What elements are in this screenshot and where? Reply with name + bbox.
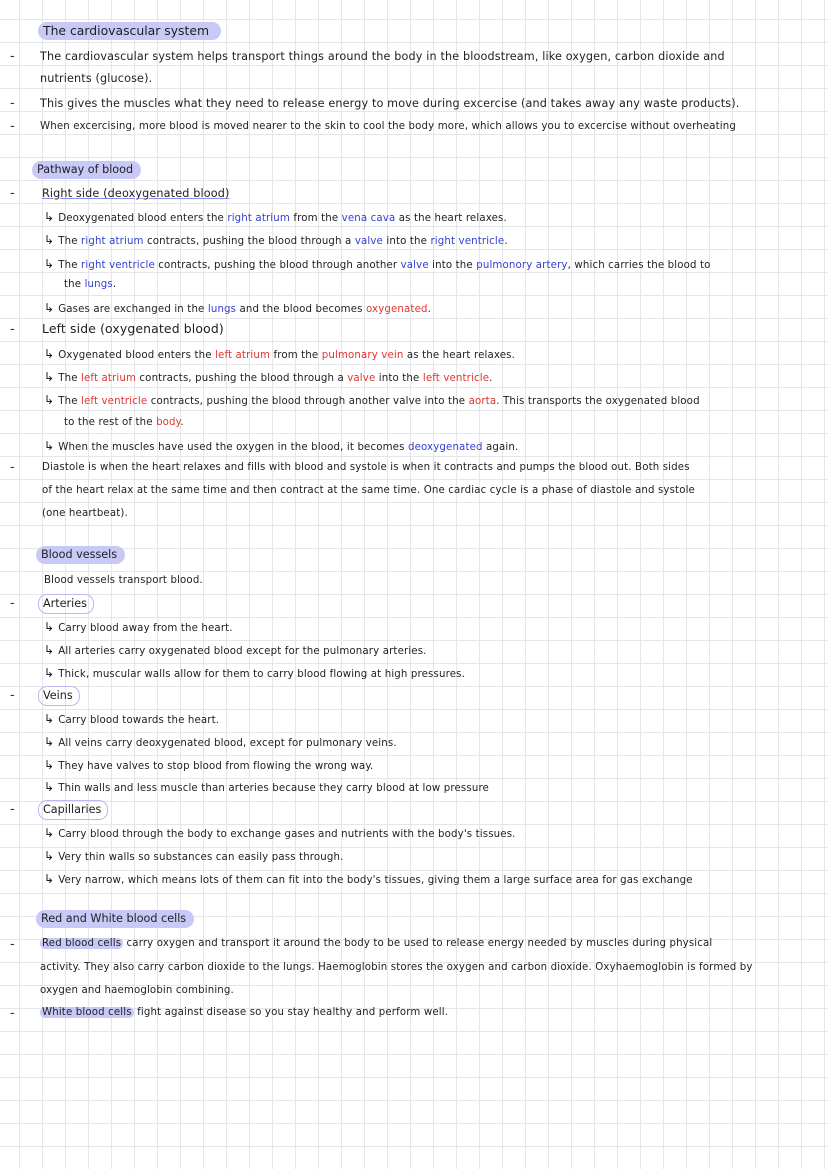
arrow-icon: ↳ xyxy=(44,439,55,453)
arrow-icon: ↳ xyxy=(44,872,55,886)
red-cells-line-3: oxygen and haemoglobin combining. xyxy=(40,985,234,996)
section-heading-vessels: Blood vessels xyxy=(36,546,125,564)
veins-item-2: ↳ All veins carry deoxygenated blood, except for pulmonary veins. xyxy=(44,735,397,749)
arrow-icon: ↳ xyxy=(44,735,55,749)
arrow-icon: ↳ xyxy=(44,301,55,315)
arrow-icon: ↳ xyxy=(44,210,55,224)
left-step-2: ↳ The left atrium contracts, pushing the blood through a valve into the left ventricle. xyxy=(44,370,493,384)
diastole-line-1: Diastole is when the heart relaxes and fills with blood and systole is when it contracts and pumps the blood out. Both sides xyxy=(42,462,690,473)
bullet-dash: - xyxy=(10,596,15,611)
bullet-dash: - xyxy=(10,322,15,337)
arrow-icon: ↳ xyxy=(44,370,55,384)
arrow-icon: ↳ xyxy=(44,643,55,657)
veins-item-1: ↳ Carry blood towards the heart. xyxy=(44,712,220,726)
bullet-dash: - xyxy=(10,1006,15,1021)
veins-item-4: ↳ Thin walls and less muscle than arteries because they carry blood at low pressure xyxy=(44,780,489,794)
arrow-icon: ↳ xyxy=(44,849,55,863)
arrow-icon: ↳ xyxy=(44,393,55,407)
veins-item-3: ↳ They have valves to stop blood from flowing the wrong way. xyxy=(44,758,374,772)
arrow-icon: ↳ xyxy=(44,257,55,271)
left-side-label: Left side (oxygenated blood) xyxy=(42,321,224,336)
right-side-label: Right side (deoxygenated blood) xyxy=(42,187,230,200)
right-step-3-cont: the lungs. xyxy=(64,279,117,290)
diastole-line-3: (one heartbeat). xyxy=(42,508,128,519)
bullet-dash: - xyxy=(10,460,15,475)
right-side-heading xyxy=(42,186,229,202)
section-heading-cells: Red and White blood cells xyxy=(36,910,194,928)
capillaries-item-1: ↳ Carry blood through the body to exchange gases and nutrients with the body's tissues. xyxy=(44,826,516,840)
bullet-dash: - xyxy=(10,688,15,703)
bullet-dash: - xyxy=(10,937,15,952)
arrow-icon: ↳ xyxy=(44,758,55,772)
red-cells-line-2: activity. They also carry carbon dioxide to the lungs. Haemoglobin stores the oxygen and carbon dioxide. Oxyhaemoglobin is formed by xyxy=(40,962,753,973)
bullet-dash: - xyxy=(10,186,15,201)
arteries-item-1: ↳ Carry blood away from the heart. xyxy=(44,620,233,634)
section-heading-pathway: Pathway of blood xyxy=(32,161,141,179)
arrow-icon: ↳ xyxy=(44,233,55,247)
arteries-item-2: ↳ All arteries carry oxygenated blood except for the pulmonary arteries. xyxy=(44,643,427,657)
bullet-dash: - xyxy=(10,49,15,64)
left-step-3: ↳ The left ventricle contracts, pushing the blood through another valve into the aorta. This transports the oxygenated blood xyxy=(44,393,700,407)
bullet-dash: - xyxy=(10,802,15,817)
capillaries-item-3: ↳ Very narrow, which means lots of them can fit into the body's tissues, giving them a large surface area for gas exchange xyxy=(44,872,693,886)
arrow-icon: ↳ xyxy=(44,826,55,840)
bullet-dash: - xyxy=(10,119,15,134)
arrow-icon: ↳ xyxy=(44,347,55,361)
red-cells-label: Red blood cells xyxy=(42,938,122,949)
red-cells-line-1: Red blood cells carry oxygen and transport it around the body to be used to release energy needed by muscles during physical xyxy=(42,938,713,949)
arrow-icon: ↳ xyxy=(44,780,55,794)
intro-line-4: When excercising, more blood is moved nearer to the skin to cool the body more, which allows you to excercise without overheating xyxy=(40,121,737,132)
diastole-line-2: of the heart relax at the same time and then contract at the same time. One cardiac cycle is a phase of diastole and systole xyxy=(42,485,695,496)
arrow-icon: ↳ xyxy=(44,712,55,726)
intro-line-1: The cardiovascular system helps transport things around the body in the bloodstream, like oxygen, carbon dioxide and xyxy=(40,50,725,63)
page-title: The cardiovascular system xyxy=(38,22,221,40)
intro-line-2: nutrients (glucose). xyxy=(40,72,153,85)
capillaries-item-2: ↳ Very thin walls so substances can easily pass through. xyxy=(44,849,344,863)
right-step-3: ↳ The right ventricle contracts, pushing the blood through another valve into the pulmonory artery, which carries the blood to xyxy=(44,257,711,271)
white-cells-line: White blood cells fight against disease so you stay healthy and perform well. xyxy=(42,1007,449,1018)
arrow-icon: ↳ xyxy=(44,666,55,680)
veins-label: Veins xyxy=(38,686,80,706)
capillaries-label: Capillaries xyxy=(38,800,108,820)
arrow-icon: ↳ xyxy=(44,620,55,634)
intro-line-3: This gives the muscles what they need to release energy to move during excercise (and takes away any waste products). xyxy=(40,97,740,110)
left-step-3-cont: to the rest of the body. xyxy=(64,417,184,428)
bullet-dash: - xyxy=(10,96,15,111)
left-step-1: ↳ Oxygenated blood enters the left atrium from the pulmonary vein as the heart relaxes. xyxy=(44,347,515,361)
left-side-heading xyxy=(42,321,224,337)
white-cells-label: White blood cells xyxy=(42,1007,132,1018)
right-step-1: ↳ Deoxygenated blood enters the right atrium from the vena cava as the heart relaxes. xyxy=(44,210,507,224)
arteries-label: Arteries xyxy=(38,594,94,614)
right-step-4: ↳ Gases are exchanged in the lungs and the blood becomes oxygenated. xyxy=(44,301,431,315)
vessels-intro: Blood vessels transport blood. xyxy=(44,575,203,586)
arteries-item-3: ↳ Thick, muscular walls allow for them to carry blood flowing at high pressures. xyxy=(44,666,465,680)
right-step-2: ↳ The right atrium contracts, pushing the blood through a valve into the right ventricle. xyxy=(44,233,508,247)
left-step-4: ↳ When the muscles have used the oxygen in the blood, it becomes deoxygenated again. xyxy=(44,439,519,453)
